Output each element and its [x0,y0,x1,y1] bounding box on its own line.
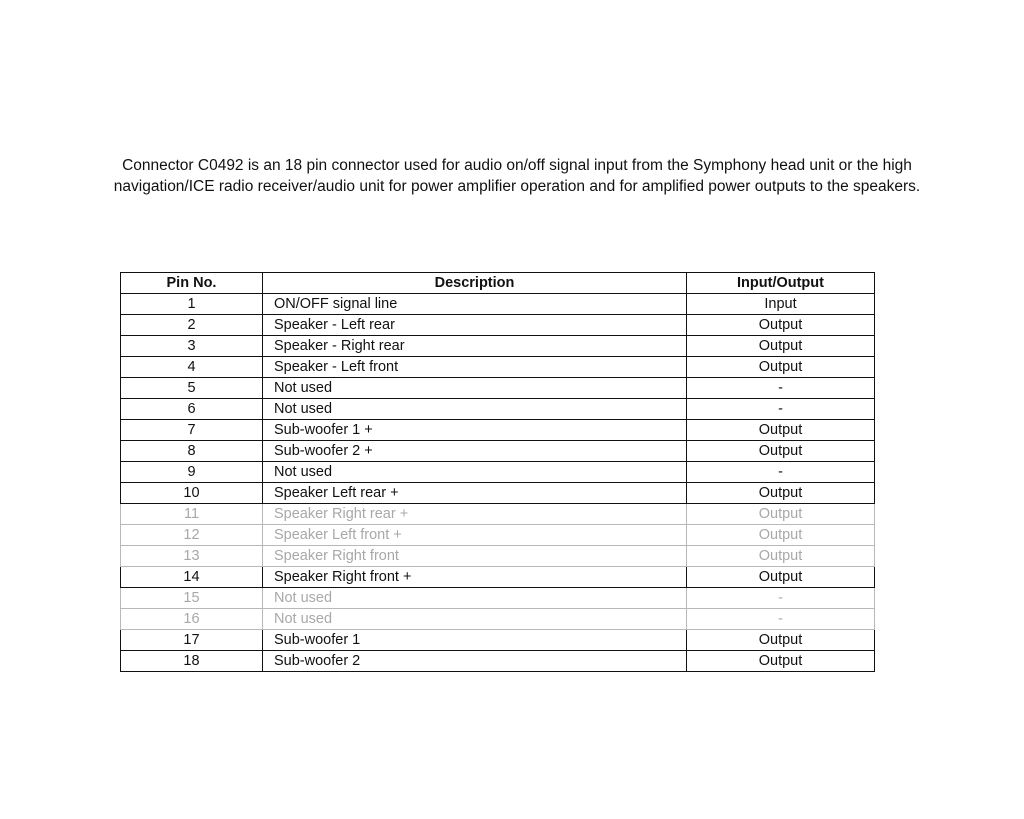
description-cell: Sub-woofer 1 [263,630,687,651]
table-row [121,567,875,588]
description-cell: Speaker Left front + [263,525,687,546]
intro-line-1: Connector C0492 is an 18 pin connector used for audio on/off signal input from the Symphony head unit or the high [122,157,912,174]
description-cell: Speaker - Right rear [263,336,687,357]
table-row [121,399,875,420]
header-description: Description [263,273,687,294]
table-row [121,483,875,504]
description-cell: Speaker Right front [263,546,687,567]
io-cell: - [687,609,875,630]
table-row [121,504,875,525]
description-cell: ON/OFF signal line [263,294,687,315]
pin-number-cell: 17 [121,630,263,651]
table-row [121,336,875,357]
pin-number-cell: 6 [121,399,263,420]
table-header-row [121,273,875,294]
io-cell: Input [687,294,875,315]
io-cell: Output [687,315,875,336]
table-row [121,630,875,651]
description-cell: Speaker Right front + [263,567,687,588]
io-cell: Output [687,567,875,588]
io-cell: Output [687,651,875,672]
pin-number-cell: 8 [121,441,263,462]
pin-number-cell: 15 [121,588,263,609]
description-cell: Sub-woofer 2 + [263,441,687,462]
table-row [121,525,875,546]
pin-number-cell: 1 [121,294,263,315]
io-cell: - [687,588,875,609]
io-cell: Output [687,441,875,462]
pin-number-cell: 9 [121,462,263,483]
pin-number-cell: 2 [121,315,263,336]
description-cell: Not used [263,399,687,420]
pin-number-cell: 14 [121,567,263,588]
description-cell: Sub-woofer 1 + [263,420,687,441]
io-cell: - [687,378,875,399]
io-cell: Output [687,357,875,378]
io-cell: Output [687,336,875,357]
description-cell: Speaker Right rear + [263,504,687,525]
intro-line-2: navigation/ICE radio receiver/audio unit for power amplifier operation and for amplified power outputs to the speakers. [113,178,921,195]
header-pin-no: Pin No. [121,273,263,294]
io-cell: - [687,462,875,483]
io-cell: Output [687,630,875,651]
io-cell: Output [687,504,875,525]
pin-number-cell: 13 [121,546,263,567]
pin-number-cell: 11 [121,504,263,525]
table-row [121,441,875,462]
pin-number-cell: 3 [121,336,263,357]
pin-number-cell: 5 [121,378,263,399]
description-cell: Not used [263,588,687,609]
description-cell: Not used [263,609,687,630]
io-cell: Output [687,525,875,546]
table-row [121,546,875,567]
io-cell: Output [687,420,875,441]
table-row [121,315,875,336]
table-row [121,609,875,630]
description-cell: Speaker Left rear + [263,483,687,504]
io-cell: - [687,399,875,420]
table-row [121,588,875,609]
table-row [121,651,875,672]
description-cell: Not used [263,378,687,399]
table-row [121,294,875,315]
description-cell: Speaker - Left front [263,357,687,378]
pin-number-cell: 16 [121,609,263,630]
table-row [121,378,875,399]
pin-table [120,272,875,672]
pin-number-cell: 12 [121,525,263,546]
table-row [121,462,875,483]
description-cell: Sub-woofer 2 [263,651,687,672]
pin-number-cell: 4 [121,357,263,378]
io-cell: Output [687,483,875,504]
pin-number-cell: 7 [121,420,263,441]
header-input-output: Input/Output [687,273,875,294]
io-cell: Output [687,546,875,567]
description-cell: Not used [263,462,687,483]
table-row [121,420,875,441]
pin-number-cell: 10 [121,483,263,504]
pin-number-cell: 18 [121,651,263,672]
description-cell: Speaker - Left rear [263,315,687,336]
table-row [121,357,875,378]
intro-paragraph [60,155,974,197]
